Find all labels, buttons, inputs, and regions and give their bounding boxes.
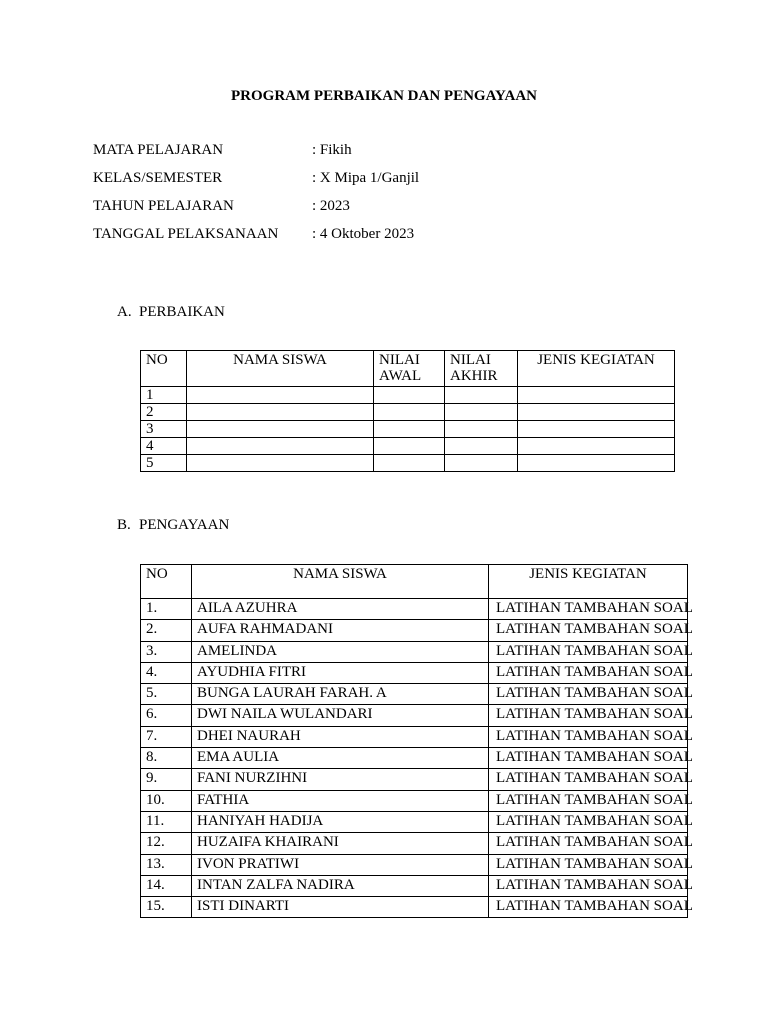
cell-nilai-awal bbox=[374, 438, 445, 455]
cell-nilai-akhir bbox=[445, 421, 518, 438]
table-row bbox=[141, 790, 688, 811]
section-letter: A. bbox=[117, 304, 132, 320]
header-nilai-akhir: NILAI AKHIR bbox=[445, 351, 518, 387]
cell-no: 13. bbox=[141, 854, 192, 875]
cell-jenis bbox=[518, 421, 675, 438]
cell-jenis: LATIHAN TAMBAHAN SOAL bbox=[489, 790, 688, 811]
header-jenis: JENIS KEGIATAN bbox=[489, 565, 688, 599]
cell-no: 2 bbox=[141, 404, 187, 421]
cell-name: BUNGA LAURAH FARAH. A bbox=[192, 684, 489, 705]
info-value: : 4 Oktober 2023 bbox=[312, 226, 415, 242]
cell-no: 5 bbox=[141, 455, 187, 472]
cell-name: IVON PRATIWI bbox=[192, 854, 489, 875]
table-row bbox=[141, 875, 688, 896]
cell-jenis: LATIHAN TAMBAHAN SOAL bbox=[489, 620, 688, 641]
cell-nilai-akhir bbox=[445, 387, 518, 404]
info-label: TAHUN PELAJARAN bbox=[93, 198, 234, 214]
cell-jenis: LATIHAN TAMBAHAN SOAL bbox=[489, 705, 688, 726]
cell-name bbox=[187, 438, 374, 455]
cell-no: 8. bbox=[141, 748, 192, 769]
cell-jenis: LATIHAN TAMBAHAN SOAL bbox=[489, 684, 688, 705]
section-heading-pengayaan bbox=[117, 517, 229, 534]
cell-jenis: LATIHAN TAMBAHAN SOAL bbox=[489, 811, 688, 832]
cell-jenis: LATIHAN TAMBAHAN SOAL bbox=[489, 662, 688, 683]
document-title: PROGRAM PERBAIKAN DAN PENGAYAAN bbox=[231, 88, 537, 104]
table-row bbox=[141, 421, 675, 438]
cell-no: 7. bbox=[141, 726, 192, 747]
cell-nilai-akhir bbox=[445, 438, 518, 455]
info-row-year bbox=[93, 198, 419, 226]
info-value: : X Mipa 1/Ganjil bbox=[312, 170, 420, 186]
table-row bbox=[141, 897, 688, 918]
header-name: NAMA SISWA bbox=[187, 351, 374, 387]
header-jenis: JENIS KEGIATAN bbox=[518, 351, 675, 387]
section-title: PERBAIKAN bbox=[139, 304, 225, 320]
cell-jenis bbox=[518, 387, 675, 404]
cell-no: 4. bbox=[141, 662, 192, 683]
info-block bbox=[93, 142, 419, 254]
cell-no: 6. bbox=[141, 705, 192, 726]
table-row bbox=[141, 833, 688, 854]
cell-jenis: LATIHAN TAMBAHAN SOAL bbox=[489, 833, 688, 854]
cell-nilai-awal bbox=[374, 387, 445, 404]
cell-nilai-awal bbox=[374, 455, 445, 472]
table-row bbox=[141, 455, 675, 472]
table-row bbox=[141, 404, 675, 421]
cell-name bbox=[187, 421, 374, 438]
table-row bbox=[141, 438, 675, 455]
header-no: NO bbox=[141, 565, 192, 599]
cell-name bbox=[187, 404, 374, 421]
cell-name: INTAN ZALFA NADIRA bbox=[192, 875, 489, 896]
cell-no: 5. bbox=[141, 684, 192, 705]
table-row bbox=[141, 705, 688, 726]
cell-name: AMELINDA bbox=[192, 641, 489, 662]
section-letter: B. bbox=[117, 517, 131, 533]
info-value: : 2023 bbox=[312, 198, 350, 214]
cell-jenis: LATIHAN TAMBAHAN SOAL bbox=[489, 897, 688, 918]
cell-name bbox=[187, 455, 374, 472]
table-row bbox=[141, 599, 688, 620]
cell-name: AUFA RAHMADANI bbox=[192, 620, 489, 641]
cell-jenis bbox=[518, 455, 675, 472]
cell-name: FATHIA bbox=[192, 790, 489, 811]
table-row bbox=[141, 620, 688, 641]
cell-no: 11. bbox=[141, 811, 192, 832]
cell-no: 1 bbox=[141, 387, 187, 404]
table-header-row bbox=[141, 565, 688, 599]
table-row bbox=[141, 854, 688, 875]
info-label: KELAS/SEMESTER bbox=[93, 170, 223, 186]
cell-name: AYUDHIA FITRI bbox=[192, 662, 489, 683]
cell-nilai-akhir bbox=[445, 455, 518, 472]
table-row bbox=[141, 641, 688, 662]
cell-no: 10. bbox=[141, 790, 192, 811]
info-row-date bbox=[93, 226, 419, 254]
cell-name: HANIYAH HADIJA bbox=[192, 811, 489, 832]
header-nilai-awal: NILAI AWAL bbox=[374, 351, 445, 387]
info-label: MATA PELAJARAN bbox=[93, 142, 224, 158]
table-row bbox=[141, 769, 688, 790]
table-row bbox=[141, 662, 688, 683]
cell-jenis bbox=[518, 404, 675, 421]
cell-nilai-awal bbox=[374, 404, 445, 421]
table-row bbox=[141, 726, 688, 747]
perbaikan-table bbox=[140, 350, 675, 472]
cell-jenis: LATIHAN TAMBAHAN SOAL bbox=[489, 726, 688, 747]
cell-jenis: LATIHAN TAMBAHAN SOAL bbox=[489, 854, 688, 875]
cell-name: AILA AZUHRA bbox=[192, 599, 489, 620]
section-title: PENGAYAAN bbox=[139, 517, 230, 533]
cell-name: EMA AULIA bbox=[192, 748, 489, 769]
info-row-class bbox=[93, 170, 419, 198]
cell-jenis bbox=[518, 438, 675, 455]
cell-jenis: LATIHAN TAMBAHAN SOAL bbox=[489, 641, 688, 662]
cell-name bbox=[187, 387, 374, 404]
table-header-row bbox=[141, 351, 675, 387]
table-row bbox=[141, 811, 688, 832]
cell-no: 15. bbox=[141, 897, 192, 918]
cell-jenis: LATIHAN TAMBAHAN SOAL bbox=[489, 748, 688, 769]
cell-no: 14. bbox=[141, 875, 192, 896]
info-label: TANGGAL PELAKSANAAN bbox=[93, 226, 279, 242]
cell-name: DWI NAILA WULANDARI bbox=[192, 705, 489, 726]
info-value: : Fikih bbox=[312, 142, 352, 158]
cell-no: 4 bbox=[141, 438, 187, 455]
cell-nilai-akhir bbox=[445, 404, 518, 421]
header-no: NO bbox=[141, 351, 187, 387]
cell-jenis: LATIHAN TAMBAHAN SOAL bbox=[489, 875, 688, 896]
cell-no: 2. bbox=[141, 620, 192, 641]
cell-name: DHEI NAURAH bbox=[192, 726, 489, 747]
cell-nilai-awal bbox=[374, 421, 445, 438]
header-name: NAMA SISWA bbox=[192, 565, 489, 599]
cell-name: HUZAIFA KHAIRANI bbox=[192, 833, 489, 854]
cell-jenis: LATIHAN TAMBAHAN SOAL bbox=[489, 769, 688, 790]
table-row bbox=[141, 684, 688, 705]
pengayaan-table bbox=[140, 564, 693, 918]
cell-jenis: LATIHAN TAMBAHAN SOAL bbox=[489, 599, 688, 620]
cell-no: 1. bbox=[141, 599, 192, 620]
cell-no: 3 bbox=[141, 421, 187, 438]
table-row bbox=[141, 748, 688, 769]
cell-no: 9. bbox=[141, 769, 192, 790]
info-row-subject bbox=[93, 142, 419, 170]
cell-name: FANI NURZIHNI bbox=[192, 769, 489, 790]
table-row bbox=[141, 387, 675, 404]
cell-name: ISTI DINARTI bbox=[192, 897, 489, 918]
cell-no: 3. bbox=[141, 641, 192, 662]
section-heading-perbaikan bbox=[117, 304, 225, 321]
cell-no: 12. bbox=[141, 833, 192, 854]
